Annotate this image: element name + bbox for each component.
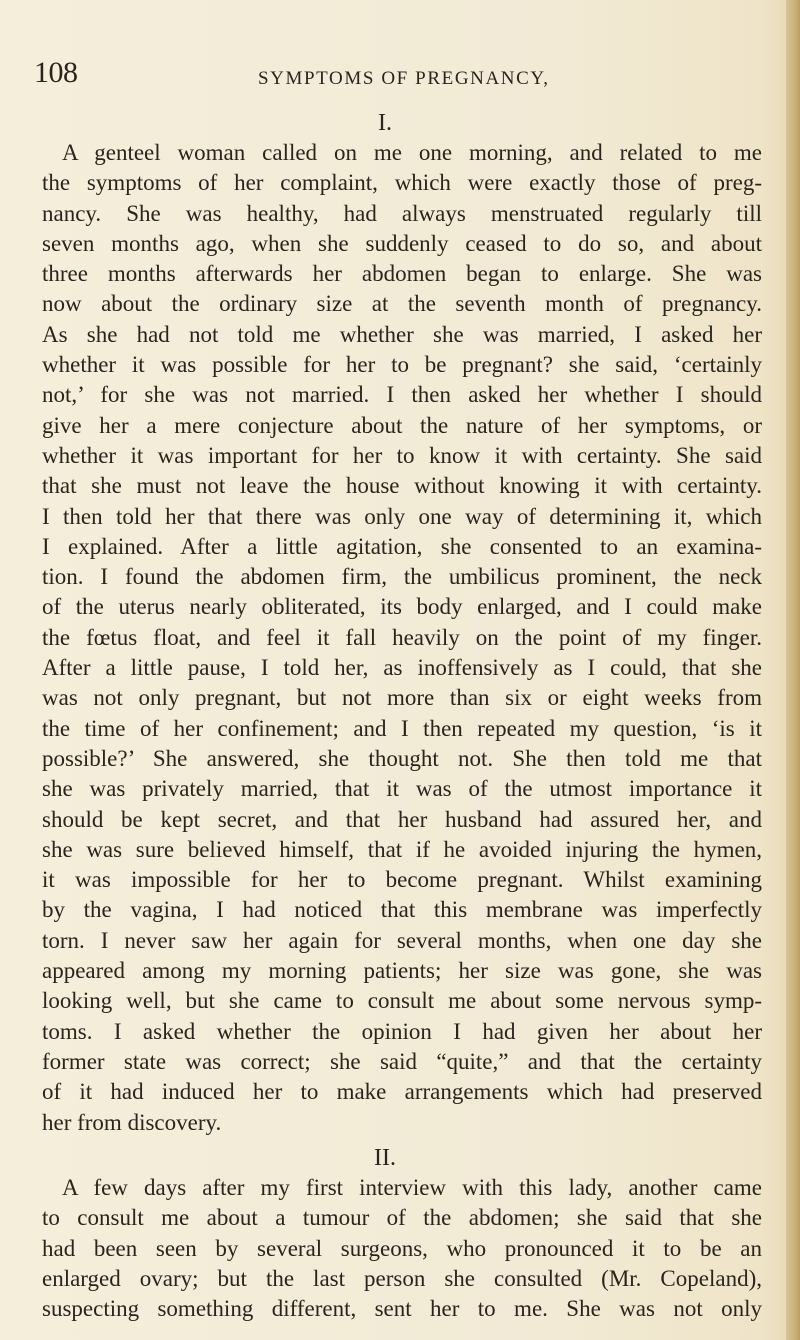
text-line: As she had not told me whether she was married, I asked her xyxy=(42,321,762,347)
text-line: toms. I asked whether the opinion I had given her about her xyxy=(42,1018,762,1044)
text-line: I explained. After a little agitation, she consented to an examina- xyxy=(42,533,762,559)
text-line: possible?’ She answered, she thought not. She then told me that xyxy=(42,745,762,771)
text-line: she was sure believed himself, that if he avoided injuring the hymen, xyxy=(42,836,762,862)
text-line: whether it was possible for her to be pregnant? she said, ‘certainly xyxy=(42,352,762,378)
text-line: she was privately married, that it was of the utmost importance it xyxy=(42,776,762,802)
text-line: After a little pause, I told her, as inoffensively as I could, that she xyxy=(42,655,762,681)
text-line: enlarged ovary; but the last person she consulted (Mr. Copeland), xyxy=(42,1265,762,1291)
text-line: had been seen by several surgeons, who pronounced it to be an xyxy=(42,1235,762,1261)
text-line: it was impossible for her to become pregnant. Whilst examining xyxy=(42,867,762,893)
text-line: not,’ for she was not married. I then asked her whether I should xyxy=(42,382,762,408)
page-number: 108 xyxy=(34,56,78,89)
text-line: that she must not leave the house without knowing it with certainty. xyxy=(42,473,762,499)
text-line: now about the ordinary size at the seventh month of pregnancy. xyxy=(42,291,762,317)
section-1-text xyxy=(42,138,762,1138)
text-line: seven months ago, when she suddenly ceased to do so, and about xyxy=(42,230,762,256)
text-line: the symptoms of her complaint, which were exactly those of preg- xyxy=(42,170,762,196)
page-edge xyxy=(786,0,800,1340)
text-line: nancy. She was healthy, had always menstruated regularly till xyxy=(42,200,762,226)
text-line: former state was correct; she said “quite,” and that the certainty xyxy=(42,1048,762,1074)
running-head: SYMPTOMS OF PREGNANCY, xyxy=(258,68,550,89)
text-line: was not only pregnant, but not more than six or eight weeks from xyxy=(42,685,762,711)
section-2-text xyxy=(42,1173,762,1324)
text-line: the fœtus float, and feel it fall heavily on the point of my finger. xyxy=(42,624,762,650)
text-line: her from discovery. xyxy=(42,1109,222,1135)
text-line: three months afterwards her abdomen began to enlarge. She was xyxy=(42,261,762,287)
section-heading-2: II. xyxy=(374,1145,396,1171)
text-line: torn. I never saw her again for several months, when one day she xyxy=(42,927,762,953)
text-line: I then told her that there was only one way of determining it, which xyxy=(42,503,762,529)
text-line: whether it was important for her to know it with certainty. She said xyxy=(42,442,762,468)
text-line: should be kept secret, and that her husband had assured her, and xyxy=(42,806,762,832)
text-line: the time of her confinement; and I then repeated my question, ‘is it xyxy=(42,715,762,741)
text-line: of it had induced her to make arrangements which had preserved xyxy=(42,1079,762,1105)
text-line: to consult me about a tumour of the abdomen; she said that she xyxy=(42,1205,762,1231)
text-line: give her a mere conjecture about the nature of her symptoms, or xyxy=(42,412,762,438)
text-line: by the vagina, I had noticed that this membrane was imperfectly xyxy=(42,897,762,923)
text-line: A few days after my first interview with this lady, another came xyxy=(62,1175,762,1200)
text-line: looking well, but she came to consult me about some nervous symp- xyxy=(42,988,762,1014)
section-heading-1: I. xyxy=(378,110,392,136)
text-line: A genteel woman called on me one morning, and related to me xyxy=(62,140,762,165)
text-line: tion. I found the abdomen firm, the umbilicus prominent, the neck xyxy=(42,564,762,590)
text-line: of the uterus nearly obliterated, its body enlarged, and I could make xyxy=(42,594,762,620)
text-line: appeared among my morning patients; her size was gone, she was xyxy=(42,958,762,984)
text-line: suspecting something different, sent her to me. She was not only xyxy=(42,1296,762,1322)
